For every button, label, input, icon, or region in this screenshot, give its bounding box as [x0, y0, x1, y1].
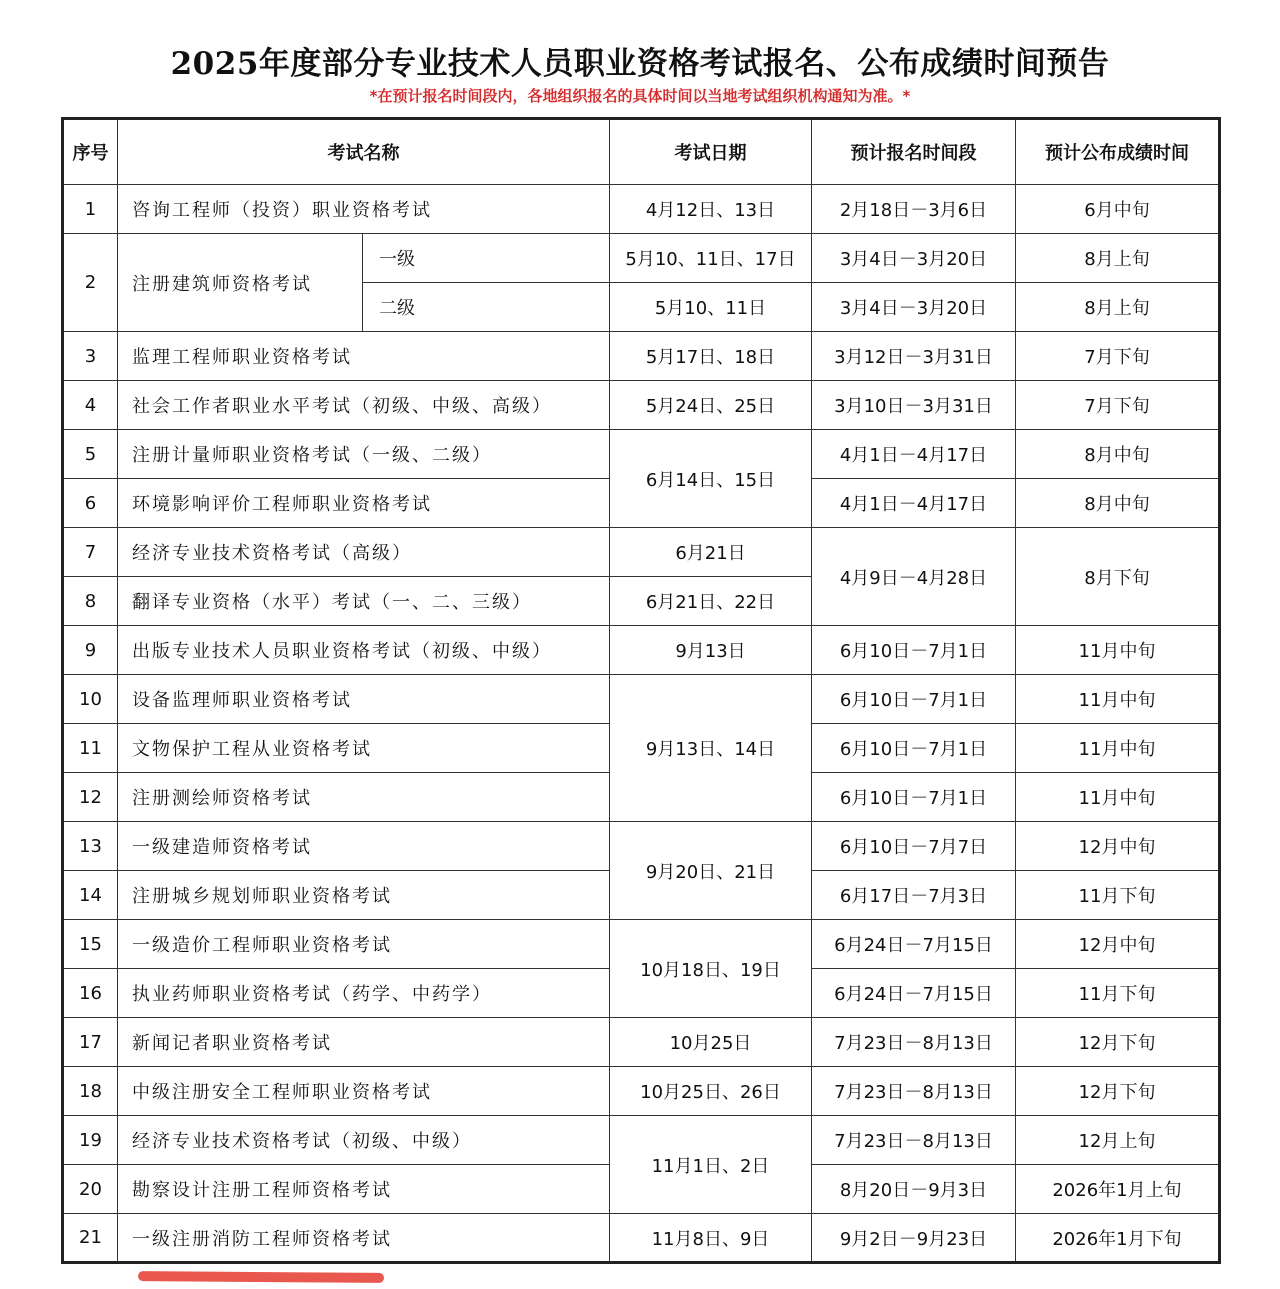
row-seq: 5 — [63, 430, 118, 479]
row-exam-name: 一级注册消防工程师资格考试 — [118, 1214, 610, 1263]
row-score-release: 12月上旬 — [1016, 1116, 1220, 1165]
row-score-release: 11月中旬 — [1016, 773, 1220, 822]
row-registration: 6月10日－7月1日 — [812, 675, 1016, 724]
row-score-release: 12月中旬 — [1016, 822, 1220, 871]
row-registration: 6月10日－7月7日 — [812, 822, 1016, 871]
row-exam-name: 执业药师职业资格考试（药学、中药学） — [118, 969, 610, 1018]
notice-text: *在预计报名时间段内，各地组织报名的具体时间以当地考试组织机构通知为准。* — [369, 87, 911, 105]
row-exam-date: 6月21日 — [610, 528, 812, 577]
row-exam-name: 翻译专业资格（水平）考试（一、二、三级） — [118, 577, 610, 626]
row-score-release: 11月中旬 — [1016, 675, 1220, 724]
header-score-release: 预计公布成绩时间 — [1016, 119, 1220, 185]
row-score-release: 12月下旬 — [1016, 1067, 1220, 1116]
row-exam-name: 经济专业技术资格考试（高级） — [118, 528, 610, 577]
table-row — [63, 528, 1220, 577]
red-highlight-stroke — [138, 1271, 384, 1283]
table-row — [63, 381, 1220, 430]
table-row — [63, 1214, 1220, 1263]
table-header-row — [63, 119, 1220, 185]
row-exam-name: 注册计量师职业资格考试（一级、二级） — [118, 430, 610, 479]
table-row — [63, 1067, 1220, 1116]
row-registration: 6月24日－7月15日 — [812, 969, 1016, 1018]
row-exam-date: 10月25日 — [610, 1018, 812, 1067]
row-exam-date: 9月20日、21日 — [610, 822, 812, 920]
row-score-release: 7月下旬 — [1016, 381, 1220, 430]
row-exam-name: 监理工程师职业资格考试 — [118, 332, 610, 381]
header-exam-date: 考试日期 — [610, 119, 812, 185]
row-exam-name: 设备监理师职业资格考试 — [118, 675, 610, 724]
row-exam-name: 环境影响评价工程师职业资格考试 — [118, 479, 610, 528]
row-registration: 6月24日－7月15日 — [812, 920, 1016, 969]
row-registration: 3月4日－3月20日 — [812, 283, 1016, 332]
row-seq: 1 — [63, 185, 118, 234]
row-registration: 4月1日－4月17日 — [812, 479, 1016, 528]
row-exam-date: 10月25日、26日 — [610, 1067, 812, 1116]
row-seq: 15 — [63, 920, 118, 969]
row-registration: 6月17日－7月3日 — [812, 871, 1016, 920]
row-score-release: 2026年1月上旬 — [1016, 1165, 1220, 1214]
header-exam-name: 考试名称 — [118, 119, 610, 185]
row-exam-date: 10月18日、19日 — [610, 920, 812, 1018]
header-registration-period: 预计报名时间段 — [812, 119, 1016, 185]
row-seq: 14 — [63, 871, 118, 920]
row-seq: 11 — [63, 724, 118, 773]
row-exam-date: 4月12日、13日 — [610, 185, 812, 234]
row-registration: 7月23日－8月13日 — [812, 1116, 1016, 1165]
page-title: 2025年度部分专业技术人员职业资格考试报名、公布成绩时间预告 — [170, 46, 1110, 82]
exam-schedule-table — [61, 117, 1221, 1264]
row-seq: 13 — [63, 822, 118, 871]
table-row — [63, 185, 1220, 234]
table-row — [63, 822, 1220, 871]
row-exam-date: 9月13日、14日 — [610, 675, 812, 822]
row-registration: 4月9日－4月28日 — [812, 528, 1016, 626]
row-registration: 6月10日－7月1日 — [812, 773, 1016, 822]
row-seq: 8 — [63, 577, 118, 626]
row-seq: 17 — [63, 1018, 118, 1067]
row-score-release: 8月下旬 — [1016, 528, 1220, 626]
row-level: 二级 — [363, 283, 610, 332]
row-exam-name: 一级建造师资格考试 — [118, 822, 610, 871]
row-seq: 10 — [63, 675, 118, 724]
row-exam-date: 11月1日、2日 — [610, 1116, 812, 1214]
table-row — [63, 234, 1220, 283]
row-seq: 16 — [63, 969, 118, 1018]
row-exam-name: 注册城乡规划师职业资格考试 — [118, 871, 610, 920]
row-score-release: 6月中旬 — [1016, 185, 1220, 234]
row-score-release: 12月中旬 — [1016, 920, 1220, 969]
row-registration: 9月2日－9月23日 — [812, 1214, 1016, 1263]
row-registration: 3月10日－3月31日 — [812, 381, 1016, 430]
row-score-release: 11月中旬 — [1016, 626, 1220, 675]
row-exam-name: 注册测绘师资格考试 — [118, 773, 610, 822]
row-score-release: 2026年1月下旬 — [1016, 1214, 1220, 1263]
row-exam-name: 中级注册安全工程师职业资格考试 — [118, 1067, 610, 1116]
row-registration: 7月23日－8月13日 — [812, 1067, 1016, 1116]
row-exam-date: 6月21日、22日 — [610, 577, 812, 626]
row-registration: 6月10日－7月1日 — [812, 724, 1016, 773]
row-score-release: 8月上旬 — [1016, 283, 1220, 332]
row-exam-date: 5月24日、25日 — [610, 381, 812, 430]
row-score-release: 11月下旬 — [1016, 871, 1220, 920]
header-seq: 序号 — [63, 119, 118, 185]
row-exam-name: 经济专业技术资格考试（初级、中级） — [118, 1116, 610, 1165]
row-exam-name: 咨询工程师（投资）职业资格考试 — [118, 185, 610, 234]
row-score-release: 12月下旬 — [1016, 1018, 1220, 1067]
table-row — [63, 430, 1220, 479]
row-registration: 6月10日－7月1日 — [812, 626, 1016, 675]
row-seq: 21 — [63, 1214, 118, 1263]
row-seq: 12 — [63, 773, 118, 822]
row-registration: 4月1日－4月17日 — [812, 430, 1016, 479]
row-registration: 8月20日－9月3日 — [812, 1165, 1016, 1214]
row-exam-name: 出版专业技术人员职业资格考试（初级、中级） — [118, 626, 610, 675]
row-score-release: 7月下旬 — [1016, 332, 1220, 381]
row-score-release: 8月中旬 — [1016, 479, 1220, 528]
row-seq: 9 — [63, 626, 118, 675]
row-score-release: 8月中旬 — [1016, 430, 1220, 479]
row-level: 一级 — [363, 234, 610, 283]
row-seq: 4 — [63, 381, 118, 430]
row-seq: 2 — [63, 234, 118, 332]
row-seq: 20 — [63, 1165, 118, 1214]
row-exam-name: 一级造价工程师职业资格考试 — [118, 920, 610, 969]
table-row — [63, 626, 1220, 675]
table-row — [63, 1116, 1220, 1165]
row-score-release: 11月中旬 — [1016, 724, 1220, 773]
row-exam-name: 新闻记者职业资格考试 — [118, 1018, 610, 1067]
table-row — [63, 1018, 1220, 1067]
table-row — [63, 920, 1220, 969]
row-exam-date: 11月8日、9日 — [610, 1214, 812, 1263]
row-seq: 6 — [63, 479, 118, 528]
row-exam-name: 社会工作者职业水平考试（初级、中级、高级） — [118, 381, 610, 430]
row-registration: 2月18日－3月6日 — [812, 185, 1016, 234]
row-exam-date: 5月10、11日、17日 — [610, 234, 812, 283]
row-exam-date: 9月13日 — [610, 626, 812, 675]
row-registration: 7月23日－8月13日 — [812, 1018, 1016, 1067]
row-exam-name: 注册建筑师资格考试 — [118, 234, 363, 332]
row-seq: 18 — [63, 1067, 118, 1116]
row-seq: 19 — [63, 1116, 118, 1165]
row-seq: 3 — [63, 332, 118, 381]
table-row — [63, 332, 1220, 381]
row-exam-name: 文物保护工程从业资格考试 — [118, 724, 610, 773]
row-registration: 3月4日－3月20日 — [812, 234, 1016, 283]
row-score-release: 11月下旬 — [1016, 969, 1220, 1018]
table-row — [63, 675, 1220, 724]
row-exam-date: 6月14日、15日 — [610, 430, 812, 528]
row-score-release: 8月上旬 — [1016, 234, 1220, 283]
row-exam-date: 5月17日、18日 — [610, 332, 812, 381]
row-registration: 3月12日－3月31日 — [812, 332, 1016, 381]
row-exam-name: 勘察设计注册工程师资格考试 — [118, 1165, 610, 1214]
row-seq: 7 — [63, 528, 118, 577]
row-exam-date: 5月10、11日 — [610, 283, 812, 332]
